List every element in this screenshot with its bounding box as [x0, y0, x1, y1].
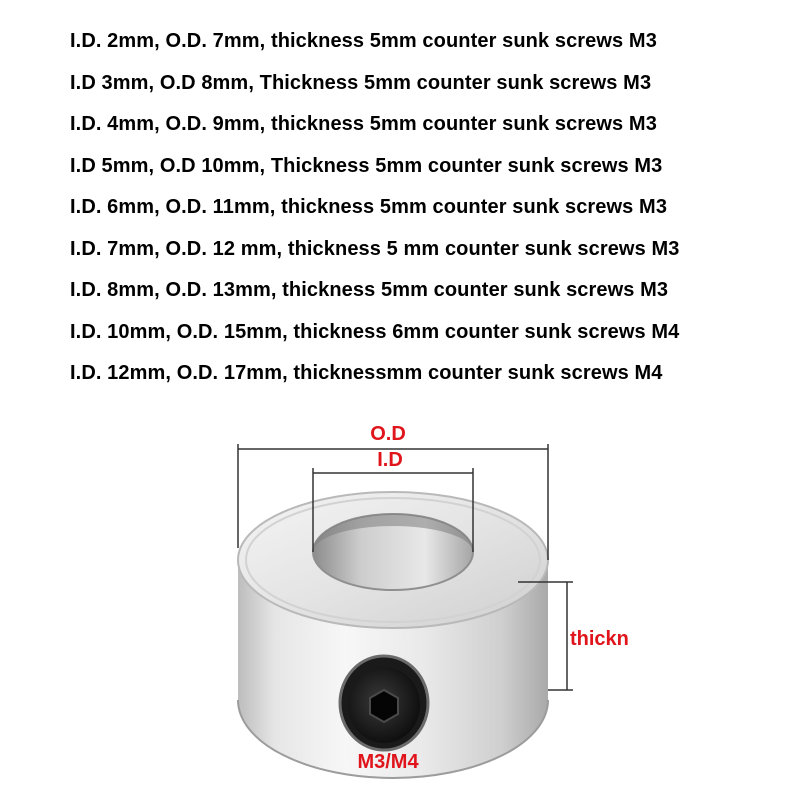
spec-line-3: I.D. 4mm, O.D. 9mm, thickness 5mm counter sunk screws M3: [70, 113, 657, 135]
od-label: O.D: [370, 423, 406, 445]
spec-line-8: I.D. 10mm, O.D. 15mm, thickness 6mm counter sunk screws M4: [70, 320, 680, 343]
spec-line-1: I.D. 2mm, O.D. 7mm, thickness 5mm counter sunk screws M3: [70, 30, 657, 52]
shaft-collar-diagram: [0, 400, 800, 800]
screw-size-label: M3/M4: [357, 751, 419, 773]
spec-line-6: I.D. 7mm, O.D. 12 mm, thickness 5 mm counter sunk screws M3: [70, 237, 680, 260]
spec-line-5: I.D. 6mm, O.D. 11mm, thickness 5mm counter sunk screws M3: [70, 196, 668, 218]
id-label: I.D: [377, 449, 403, 471]
spec-line-9: I.D. 12mm, O.D. 17mm, thicknessmm counter sunk screws M4: [70, 362, 663, 384]
spec-line-7: I.D. 8mm, O.D. 13mm, thickness 5mm counter sunk screws M3: [70, 279, 669, 301]
hex-socket-icon: [370, 690, 398, 722]
spec-line-4: I.D 5mm, O.D 10mm, Thickness 5mm counter sunk screws M3: [70, 154, 663, 177]
thickness-label: thickn: [570, 628, 629, 650]
spec-line-2: I.D 3mm, O.D 8mm, Thickness 5mm counter sunk screws M3: [70, 71, 652, 94]
spec-list: [70, 24, 679, 398]
